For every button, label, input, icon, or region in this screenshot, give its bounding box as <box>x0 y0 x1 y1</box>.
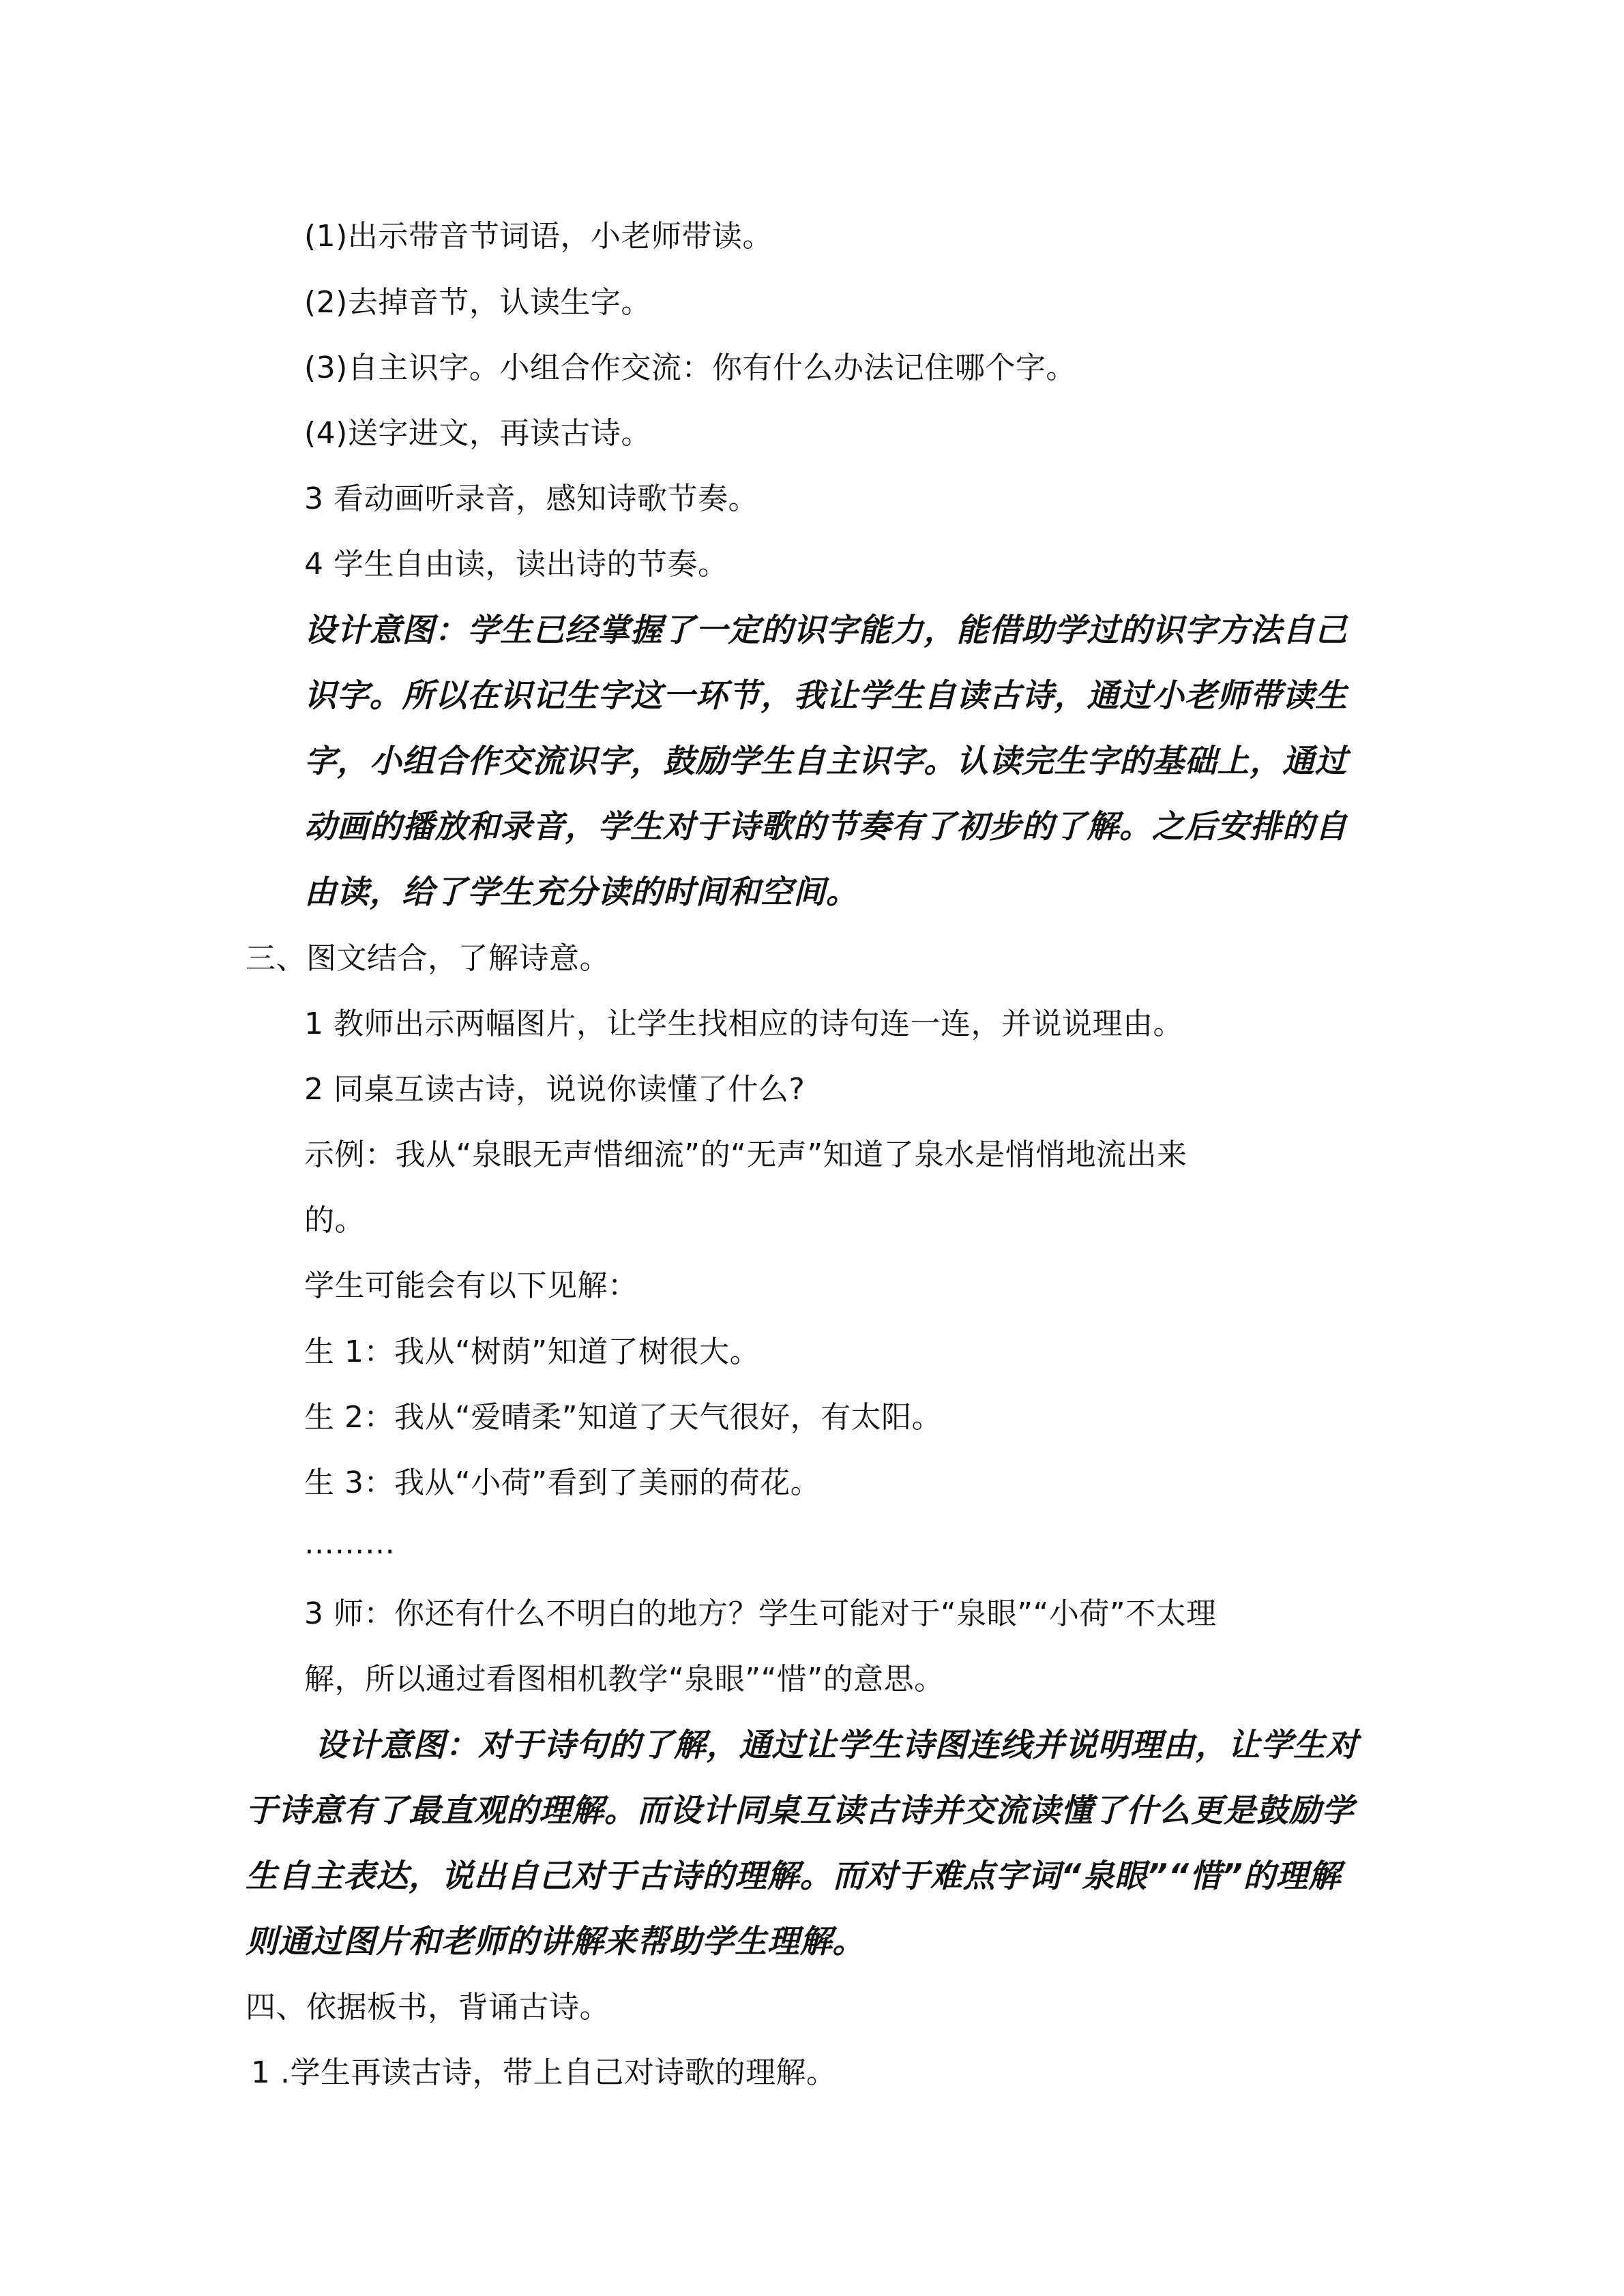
student-1-answer: 生 1：我从“树荫”知道了树很大。 <box>304 1335 761 1369</box>
design-intent-1-line-2: 识字。所以在识记生字这一环节，我让学生自读古诗，通过小老师带读生 <box>304 677 1348 715</box>
step-2-text: (2)去掉音节，认读生字。 <box>304 285 651 320</box>
section-heading-3: 三、图文结合，了解诗意。 <box>246 941 610 976</box>
design-intent-1-line-4: 动画的播放和录音，学生对于诗歌的节奏有了初步的了解。之后安排的自 <box>304 808 1348 846</box>
student-2-answer: 生 2：我从“爱晴柔”知道了天气很好，有太阳。 <box>304 1400 943 1435</box>
section-3-item-1: 1 教师出示两幅图片，让学生找相应的诗句连一连，并说说理由。 <box>304 1007 1183 1041</box>
design-intent-2-line-2: 于诗意有了最直观的理解。而设计同桌互读古诗并交流读懂了什么更是鼓励学 <box>246 1792 1355 1830</box>
student-3-answer: 生 3：我从“小荷”看到了美丽的荷花。 <box>304 1465 821 1500</box>
student-insights-intro: 学生可能会有以下见解： <box>304 1268 638 1303</box>
design-intent-2-line-3: 生自主表达，说出自己对于古诗的理解。而对于难点字词“泉眼”“惜”的理解 <box>246 1858 1342 1895</box>
example-line-1: 示例：我从“泉眼无声惜细流”的“无声”知道了泉水是悄悄地流出来 <box>304 1137 1187 1172</box>
section-3-item-3-line-1: 3 师：你还有什么不明白的地方？学生可能对于“泉眼”“小荷”不太理 <box>304 1596 1217 1631</box>
section-3-item-3-line-2: 解，所以通过看图相机教学“泉眼”“惜”的意思。 <box>304 1662 945 1697</box>
item-4-text: 4 学生自由读，读出诗的节奏。 <box>304 547 728 582</box>
design-intent-2-line-4: 则通过图片和老师的讲解来帮助学生理解。 <box>246 1923 866 1960</box>
section-3-item-2: 2 同桌互读古诗，说说你读懂了什么? <box>304 1072 806 1107</box>
step-4-text: (4)送字进文，再读古诗。 <box>304 416 651 451</box>
design-intent-1-line-1: 设计意图：学生已经掌握了一定的识字能力，能借助学过的识字方法自己 <box>304 612 1348 649</box>
example-line-2: 的。 <box>304 1203 365 1238</box>
section-heading-4: 四、依据板书，背诵古诗。 <box>246 1990 610 2025</box>
step-3-text: (3)自主识字。小组合作交流：你有什么办法记住哪个字。 <box>304 351 1076 385</box>
design-intent-1-line-3: 字，小组合作交流识字，鼓励学生自主识字。认读完生字的基础上，通过 <box>304 743 1348 780</box>
step-1-text: (1)出示带音节词语，小老师带读。 <box>304 219 773 254</box>
section-4-item-1: 1 .学生再读古诗，带上自己对诗歌的理解。 <box>251 2055 837 2090</box>
ellipsis-line: ……… <box>304 1526 396 1561</box>
design-intent-1-line-5: 由读，给了学生充分读的时间和空间。 <box>304 874 859 911</box>
design-intent-2-line-1: 设计意图：对于诗句的了解，通过让学生诗图连线并说明理由，让学生对 <box>315 1727 1359 1764</box>
item-3-text: 3 看动画听录音，感知诗歌节奏。 <box>304 481 758 516</box>
